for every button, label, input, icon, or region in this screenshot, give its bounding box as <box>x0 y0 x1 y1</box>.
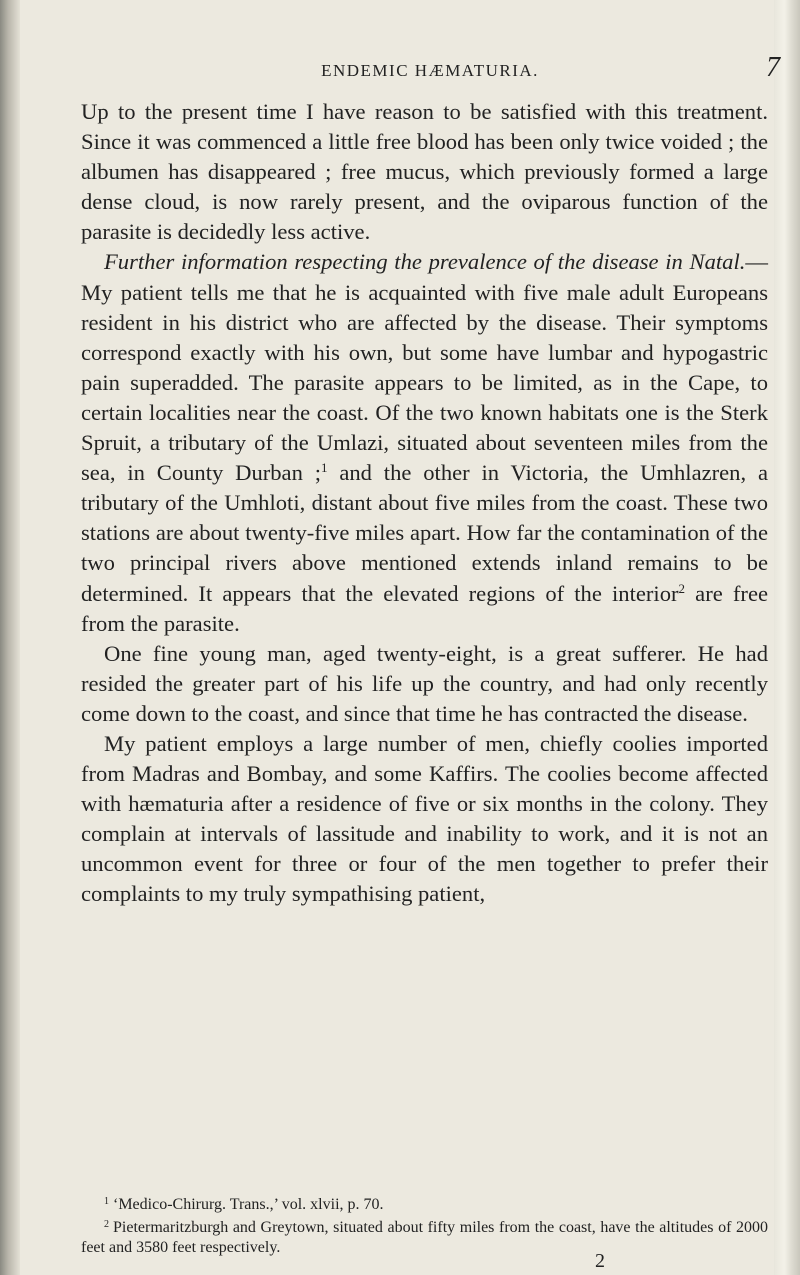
footnotes <box>81 1192 768 1258</box>
paragraph-2-text-a: —My patient tells me that he is acquainted with five male adult Europeans resident in his district who are affected by the disease. Their symptoms correspond exactly with his own, but some have lumbar and hypogastric pain superadded. The parasite appears to be limited, as in the Cape, to certain localities near the coast. Of the two known habitats one is the Sterk Spruit, a tributary of the Umlazi, situated about seventeen miles from the sea, in County Durban ; <box>81 249 768 486</box>
footnote-1-mark: 1 <box>104 1196 109 1207</box>
footnote-1-text: ‘Medico-Chirurg. Trans.,’ vol. xlvii, p. 70. <box>113 1196 384 1213</box>
paragraph-3: One fine young man, aged twenty-eight, is a great sufferer. He had resided the greater part of his life up the country, and had only recently come down to the coast, and since that time he has contracted the disease. <box>81 640 768 726</box>
body-text <box>81 97 768 910</box>
footnote-1 <box>81 1192 768 1215</box>
signature-mark: 2 <box>595 1250 605 1272</box>
page-header <box>80 52 780 82</box>
paragraph-1: Up to the present time I have reason to be satisfied with this treatment. Since it was commenced a little free blood has been only twice voided ; the albumen has disappeared ; free mucus, which previously formed a large dense cloud, is now rarely present, and the oviparous function of the parasite is decidedly less active. <box>81 99 768 245</box>
page-edge <box>774 0 800 1275</box>
paragraph-2-text-c: are free from the parasite. <box>81 580 768 636</box>
section-heading: Further information respecting the prevalence of the disease in Natal. <box>104 249 746 275</box>
footnote-ref-1: 1 <box>321 460 328 476</box>
running-title: ENDEMIC HÆMATURIA. <box>321 61 539 80</box>
paragraph-2 <box>81 247 768 638</box>
paragraph-4: My patient employs a large number of men, chiefly coolies imported from Madras and Bombay, and some Kaffirs. The coolies become affected with hæmaturia after a residence of five or six months in the colony. They complain at intervals of lassitude and inability to work, and it is not an uncommon event for three or four of the men together to prefer their complaints to my truly sympathising patient, <box>81 730 768 907</box>
paragraph-2-text-b: and the other in Victoria, the Umhlazren, a tributary of the Umhloti, distant about five miles from the coast. These two stations are about twenty-five miles apart. How far the contamination of the two principal rivers above mentioned extends inland remains to be determined. It appears that the elevated regions of the interior <box>81 460 768 606</box>
footnote-ref-2: 2 <box>678 580 686 596</box>
footnote-2 <box>81 1215 768 1258</box>
footnote-2-text: Pietermaritzburgh and Greytown, situated about fifty miles from the coast, have the altitudes of 2000 feet and 3580 feet respectively. <box>81 1219 768 1256</box>
page-gutter-shadow <box>0 0 20 1275</box>
page-number: 7 <box>766 52 780 83</box>
footnote-2-mark: 2 <box>104 1219 109 1230</box>
